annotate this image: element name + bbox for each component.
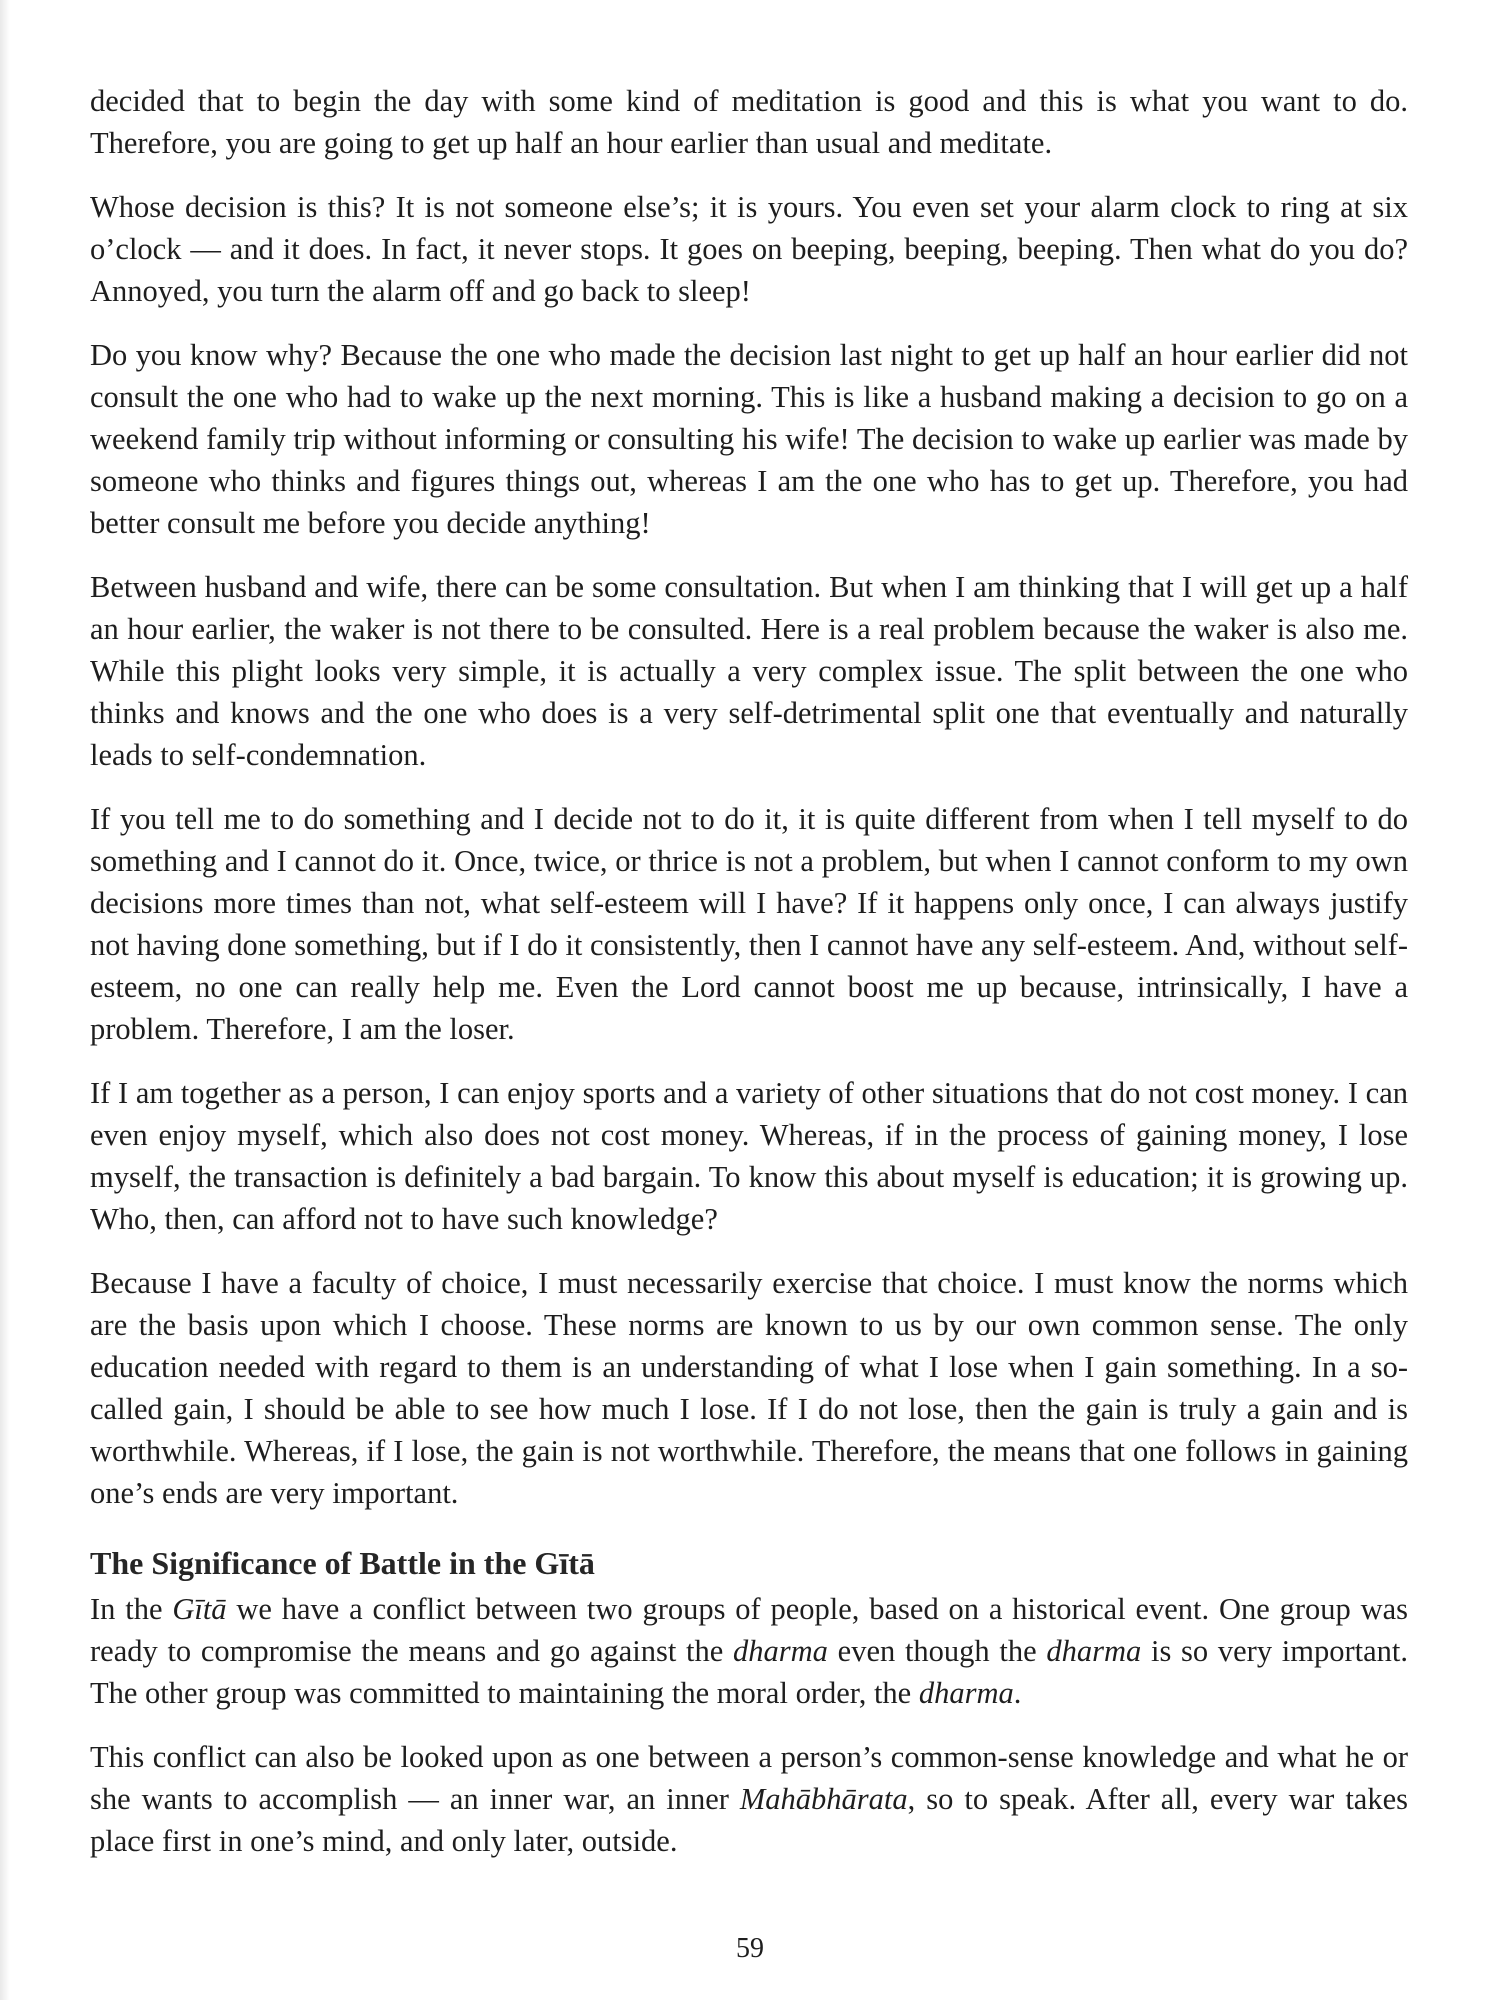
paragraph-whose-decision: Whose decision is this? It is not someone else’s; it is yours. You even set your alarm clock to ring at six o’clock — and it does. In fact, it never stops. It goes on beeping, beeping, beeping. Then what do you do? Annoyed, you turn the alarm off and go back to sleep! [90, 190, 1408, 308]
scan-edge-shadow [0, 0, 10, 2000]
italic-term: dharma [1046, 1634, 1142, 1668]
paragraph-together-as-person: If I am together as a person, I can enjoy sports and a variety of other situations that do not cost money. I can even enjoy myself, which also does not cost money. Whereas, if in the process of gaining money, I lose myself, the transaction is definitely a bad bargain. To know this about myself is education; it is growing up. Who, then, can afford not to have such knowledge? [90, 1076, 1408, 1236]
paragraph-do-you-know-why: Do you know why? Because the one who made the decision last night to get up half an hour earlier did not consult the one who had to wake up the next morning. This is like a husband making a decision to go on a weekend family trip without informing or consulting his wife! The decision to wake up earlier was made by someone who thinks and figures things out, whereas I am the one who has to get up. Therefore, you had better consult me before you decide anything! [90, 338, 1408, 540]
paragraph-self-esteem: If you tell me to do something and I decide not to do it, it is quite different from when I tell myself to do something and I cannot do it. Once, twice, or thrice is not a problem, but when I cannot conform to my own decisions more times than not, what self-esteem will I have? If it happens only once, I can always justify not having done something, but if I do it consistently, then I cannot have any self-esteem. And, without self-esteem, no one can really help me. Even the Lord cannot boost me up because, intrinsically, I have a problem. Therefore, I am the loser. [90, 802, 1408, 1046]
text-run: . [1013, 1676, 1022, 1710]
paragraph-meditation-decision: decided that to begin the day with some kind of meditation is good and this is what you want to do. Therefore, you are going to get up half an hour earlier than usual and meditate. [90, 84, 1408, 160]
text-run: is so very important. The other group was committed to maintaining the moral order, the [90, 1634, 1408, 1710]
page-body [90, 80, 1408, 1884]
text-run: we have a conflict between two groups of people, based on a historical event. One group was ready to compromise the means and go against the [90, 1592, 1409, 1668]
page-number: 59 [736, 1933, 764, 1964]
text-run: In the [90, 1592, 173, 1626]
text-run: This conflict can also be looked upon as one between a person’s common-sense knowledge and what he or she wants to accomplish — an inner war, an inner [90, 1740, 1408, 1816]
text-run: , so to speak. After all, every war takes place first in one’s mind, and only later, outside. [90, 1782, 1408, 1858]
paragraph-inner-war [90, 1736, 1408, 1862]
italic-term: dharma [733, 1634, 828, 1668]
italic-term: Mahābhārata [739, 1782, 908, 1816]
paragraph-gita-conflict [90, 1588, 1408, 1714]
italic-term: dharma [918, 1676, 1014, 1710]
italic-term: Gītā [172, 1592, 227, 1626]
paragraph-faculty-of-choice: Because I have a faculty of choice, I must necessarily exercise that choice. I must know the norms which are the basis upon which I choose. These norms are known to us by our own common sense. The only education needed with regard to them is an understanding of what I lose when I gain something. In a so-called gain, I should be able to see how much I lose. If I do not lose, then the gain is truly a gain and is worthwhile. Whereas, if I lose, the gain is not worthwhile. Therefore, the means that one follows in gaining one’s ends are very important. [90, 1266, 1408, 1510]
section-heading: The Significance of Battle in the Gītā [90, 1545, 595, 1581]
paragraph-husband-and-wife: Between husband and wife, there can be some consultation. But when I am thinking that I will get up a half an hour earlier, the waker is not there to be consulted. Here is a real problem because the waker is also me. While this plight looks very simple, it is actually a very complex issue. The split between the one who thinks and knows and the one who does is a very self-detrimental split one that eventually and naturally leads to self-condemnation. [90, 570, 1408, 772]
text-run: even though the [827, 1634, 1047, 1668]
